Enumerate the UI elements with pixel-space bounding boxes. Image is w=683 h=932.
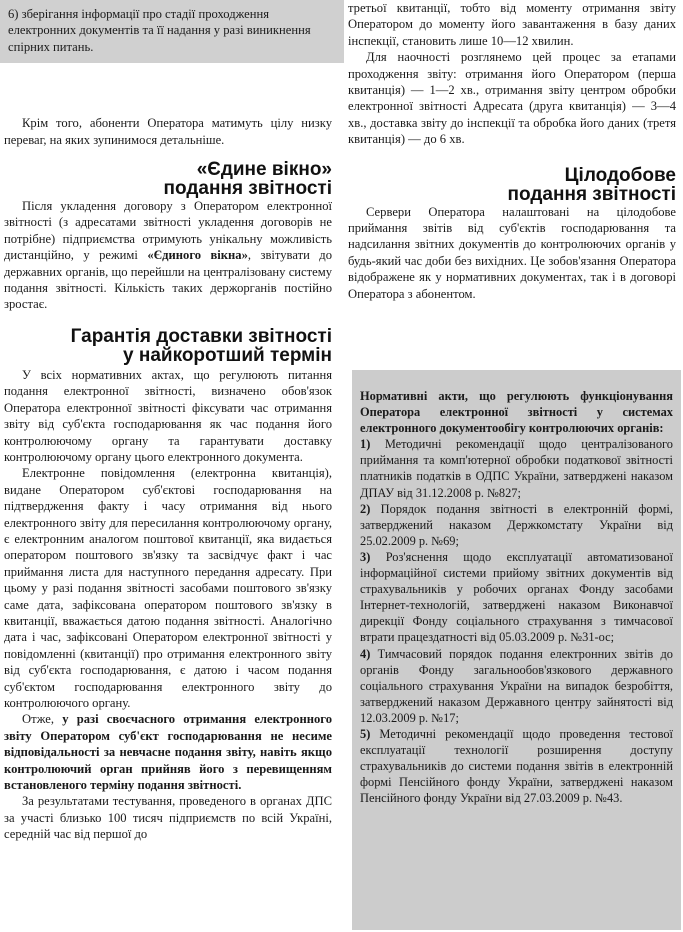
left-column <box>4 0 332 843</box>
item-number: 3) <box>360 549 371 564</box>
guarantee-paragraph-1: У всіх нормативних актах, що регулюють питання подання електронної звітності, визначено обов'язок Оператора електронної звітності фіксувати час отримання звіту від суб'єкта господарювання як час подання його контролюючому органу та гарантувати доставку контролюючому органу цього електронного документа. <box>4 367 332 464</box>
paragraph-text: , звітувати до державних органів, що перейшли на централізовану систему подання звітності. Кількість таких держорганів постійно зростає. <box>4 248 332 312</box>
section-roundtheclock-heading <box>348 166 676 204</box>
sidebar-item <box>360 646 673 726</box>
continued-paragraph: третьої квитанції, тобто від моменту отримання звіту Оператором до моменту його завантаження в базу даних інспекції, становить лише 10—12 хвилин. <box>348 1 676 48</box>
item-text: Роз'яснення щодо експлуатації автоматизованої інформаційної системи прийому звітних документів від страхувальників у робочих органах Фонду засобами Інтернет-технологій, затверджені наказом Виконавчої дирекції Фонду соціального страхування з тимчасової втрати працездатності від 05.03.2009 р. №31-ос; <box>360 549 673 645</box>
paragraph-text: Після укладення договору з Оператором електронної звітності (з адресатами звітності укладення договорів не потрібне) підприємства отримують унікальну можливість дистанційно, у режимі <box>4 199 332 263</box>
item-text: Тимчасовий порядок подання електронних звітів до органів Фонду загальнообов'язкового державного соціального страхування України на випадок безробіття, затверджений наказом Державного центру зайнятості від 12.03.2009 р. №17; <box>360 646 673 725</box>
sidebar-item <box>360 501 673 549</box>
section-title-line1: Цілодобове <box>564 164 676 186</box>
item-text: Методичні рекомендації щодо проведення тестової експлуатації технології розширення доступу страхувальників до системи подання звітів в електронній формі Пенсійного фонду України, затверджені наказом Пенсійного фонду України від 27.03.2009 р. №43. <box>360 726 673 806</box>
item-number: 5) <box>360 726 371 741</box>
top-list-box <box>0 0 344 63</box>
sidebar-heading: Нормативні акти, що регулюють функціонування Оператора електронної звітності у системах електронного документообігу контролюючих органів: <box>360 389 673 436</box>
item-number: 4) <box>360 646 371 661</box>
sidebar-item <box>360 436 673 500</box>
bold-phrase: у разі своєчасного отримання електронного звіту Оператором суб'єкт господарювання не несиме відповідальності за невчасне подання звіту, навіть якщо контролюючий орган прийняв його з перевищенням встановленого терміну подання звітності. <box>4 712 332 793</box>
section-title-line2: подання звітності <box>163 178 332 200</box>
intro-paragraph: Крім того, абоненти Оператора матимуть цілу низку переваг, на яких зупинимося детальніше. <box>4 116 332 147</box>
section-guarantee-heading <box>4 327 332 365</box>
section-single-window-heading <box>4 160 332 198</box>
stages-paragraph: Для наочності розглянемо цей процес за етапами проходження звіту: отримання його Оператором (перша квитанція) — 1—2 хв., отримання звіту центром обробки електронної звітності Адресата (друга квитанція) — 3—4 хв., доставка звіту до інспекції та обробка його даних (третя квитанція) — до 6 хв. <box>348 50 676 147</box>
guarantee-paragraph-3 <box>4 711 332 793</box>
item-number: 1) <box>360 437 371 452</box>
right-column <box>348 0 676 302</box>
sidebar-item <box>360 549 673 646</box>
guarantee-paragraph-4: За результатами тестування, проведеного в органах ДПС за участі близько 100 тисяч підприємств по всій Україні, середній час від першої до <box>4 794 332 842</box>
regulations-sidebar <box>352 370 681 930</box>
single-window-paragraph <box>4 198 332 313</box>
item-number: 2) <box>360 501 371 516</box>
bold-phrase: «Єдиного вікна» <box>147 248 248 263</box>
sidebar-item <box>360 726 673 806</box>
roundtheclock-paragraph: Сервери Оператора налаштовані на цілодобове приймання звітів від суб'єктів господарювання та надсилання звітних документів до контролюючих органів у будь-який час доби без вихідних. Це зобов'язання Оператора відображене як у нормативних документах, так і в договорі Оператора з абонентом. <box>348 204 676 301</box>
paragraph-text: Отже, <box>22 712 63 727</box>
section-title-line1: Гарантія доставки звітності <box>70 325 332 347</box>
item-text: Методичні рекомендації щодо централізованого приймання та комп'ютерної обробки податкової звітності платників податків в ОДПС України, затверджені наказом ДПАУ від 31.12.2008 р. №827; <box>360 437 673 500</box>
item-text: Порядок подання звітності в електронній формі, затверджений наказом Держкомстату України від 25.02.2009 р. №69; <box>360 501 673 548</box>
section-title-line1: «Єдине вікно» <box>196 159 332 181</box>
top-list-item: 6) зберігання інформації про стадії проходження електронних документів та її надання у разі виникнення спірних питань. <box>8 7 311 54</box>
guarantee-paragraph-2: Електронне повідомлення (електронна квитанція), видане Оператором суб'єктові господарювання на підтвердження факту і часу отримання від нього електронного звіту для пересилання контролюючому органу, є електронним аналогом поштової квитанції, яка видається оператором поштового зв'язку та засвідчує факт і час приймання листа для наступного передання адресату. При цьому у разі подання звітності засобами поштового зв'язку саме дата, зафіксована оператором поштового зв'язку в квитанції, вважається датою подання звітності. Аналогічно дата і час, зафіксовані Оператором електронної звітності у повідомленні (квитанції) про отримання електронного звіту від суб'єкта господарювання, є датою і часом подання суб'єктом господарювання електронного звіту до контролюючого органу. <box>4 466 332 710</box>
section-title-line2: у найкоротший термін <box>123 344 332 366</box>
section-title-line2: подання звітності <box>507 183 676 205</box>
